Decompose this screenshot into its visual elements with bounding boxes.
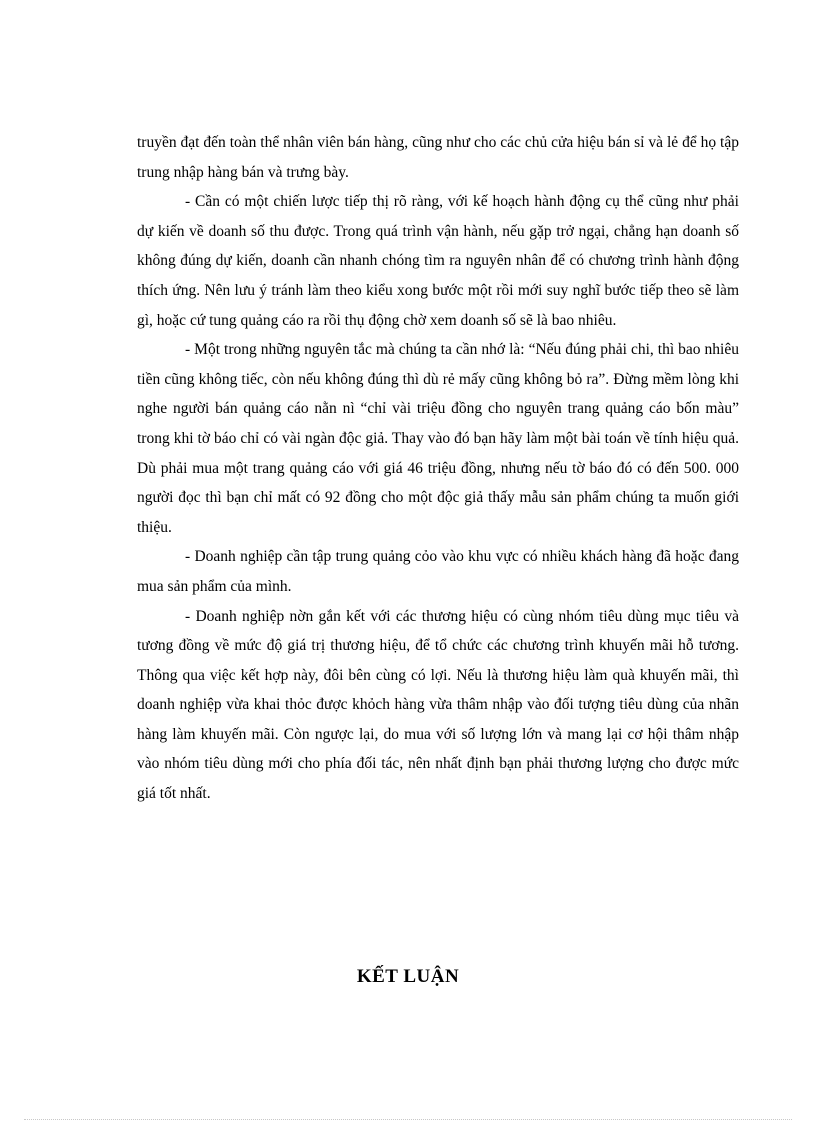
paragraph-focus-advertising: - Doanh nghiệp cần tập trung quảng cỏo vào khu vực có nhiều khách hàng đã hoặc đang mua sản phẩm của mình. (137, 548, 739, 595)
paragraph-spending-principle: - Một trong những nguyên tắc mà chúng ta cần nhớ là: “Nếu đúng phải chi, thì bao nhiêu tiền cũng không tiếc, còn nếu không đúng thì dù rẻ mấy cũng không bỏ ra”. Đừng mềm lòng khi nghe người bán quảng cáo nằn nì “chỉ vài triệu đồng cho nguyên trang quảng cáo bốn màu” trong khi tờ báo chỉ có vài ngàn độc giả. Thay vào đó bạn hãy làm một bài toán về tính hiệu quả. Dù phải mua một trang quảng cáo với giá 46 triệu đồng, nhưng nếu tờ báo đó có đến 500. 000 người đọc thì bạn chỉ mất có 92 đồng cho một độc giả thấy mẫu sản phẩm chúng ta muốn giới thiệu. (137, 341, 739, 536)
paragraph-marketing-strategy: - Cần có một chiến lược tiếp thị rõ ràng, với kế hoạch hành động cụ thể cũng như phải dự kiến về doanh số thu được. Trong quá trình vận hành, nếu gặp trở ngại, chẳng hạn doanh số không đúng dự kiến, doanh cần nhanh chóng tìm ra nguyên nhân để có chương trình hành động thích ứng. Nên lưu ý tránh làm theo kiểu xong bước một rồi mới suy nghĩ bước tiếp theo sẽ làm gì, hoặc cứ tung quảng cáo ra rồi thụ động chờ xem doanh số sẽ là bao nhiêu. (137, 193, 739, 329)
body-text (137, 128, 739, 809)
section-heading-conclusion: KẾT LUẬN (356, 966, 460, 987)
paragraph-intro-continuation: truyền đạt đến toàn thể nhân viên bán hàng, cũng như cho các chủ cửa hiệu bán sỉ và lẻ để họ tập trung nhập hàng bán và trưng bày. (137, 134, 739, 181)
paragraph-brand-partnership: - Doanh nghiệp nờn gắn kết với các thương hiệu có cùng nhóm tiêu dùng mục tiêu và tương đồng về mức độ giá trị thương hiệu, để tổ chức các chương trình khuyến mãi hỗ tương. Thông qua việc kết hợp này, đôi bên cùng có lợi. Nếu là thương hiệu làm quà khuyến mãi, thì doanh nghiệp vừa khai thỏc được khỏch hàng vừa thâm nhập vào đối tượng tiêu dùng của nhãn hàng làm khuyến mãi. Còn ngược lại, do mua với số lượng lớn và mang lại cơ hội thâm nhập vào nhóm tiêu dùng mới cho phía đối tác, nên nhất định bạn phải thương lượng cho được mức giá tốt nhất. (137, 607, 739, 803)
page-bottom-divider (24, 1119, 792, 1120)
